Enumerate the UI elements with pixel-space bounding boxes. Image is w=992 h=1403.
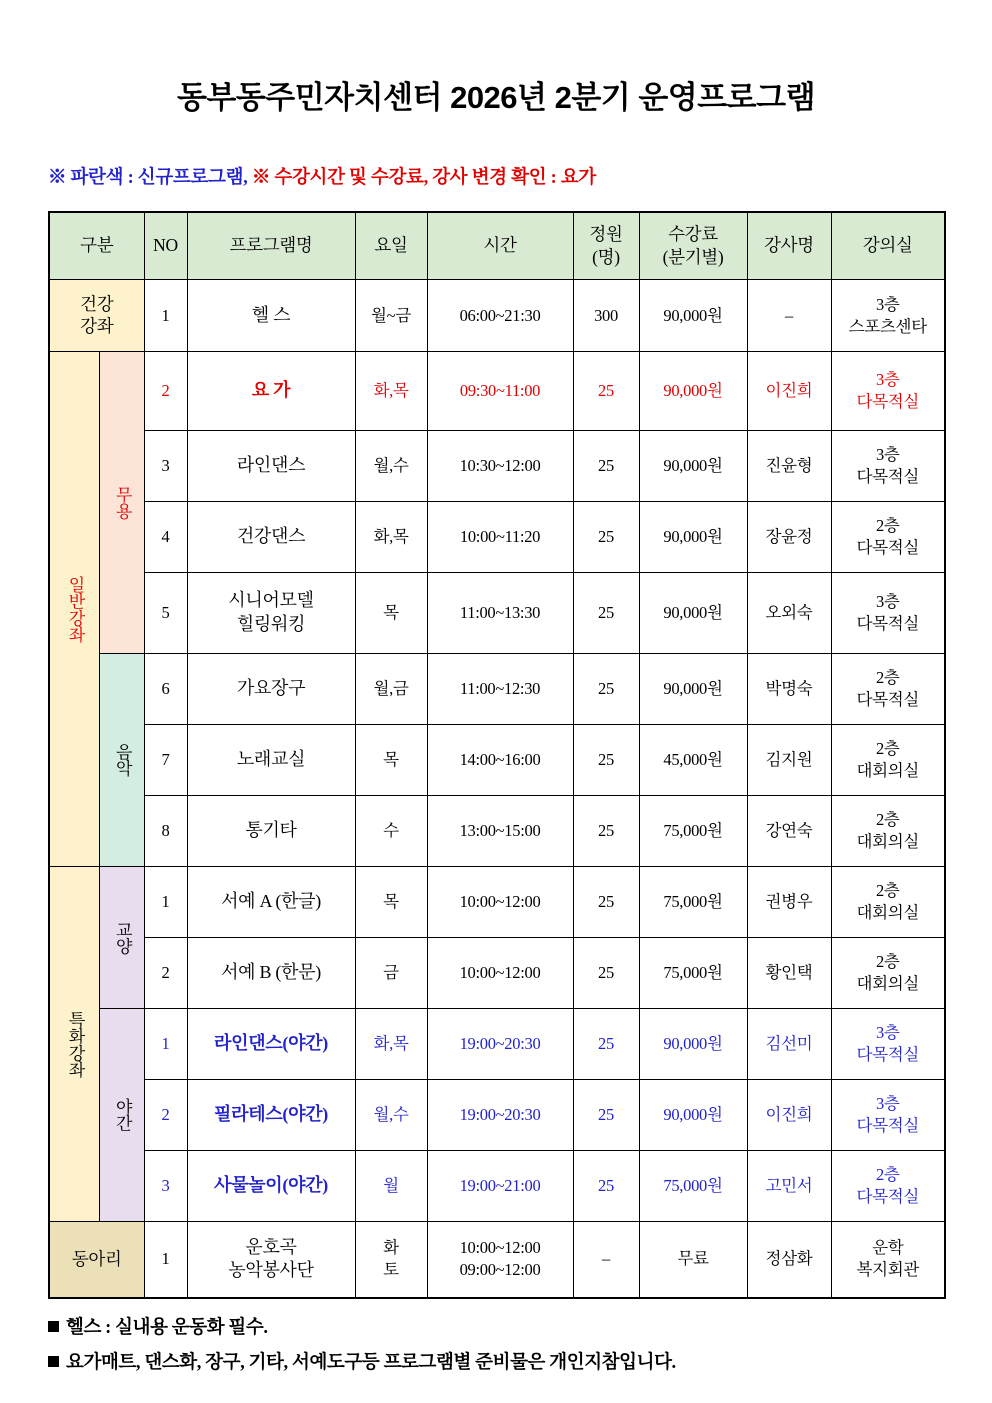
cell-capacity: 25 <box>573 573 639 654</box>
header-teacher: 강사명 <box>747 212 831 280</box>
program-schedule-table <box>48 211 946 1299</box>
cell-capacity: 300 <box>573 280 639 352</box>
header-program: 프로그램명 <box>187 212 355 280</box>
table-row <box>49 573 945 654</box>
square-bullet-icon <box>48 1321 59 1332</box>
table-row <box>49 1080 945 1151</box>
cell-room-floor: 운학 <box>872 1238 904 1258</box>
cell-teacher: 진윤형 <box>747 431 831 502</box>
legend-changed-program: ※ 수강시간 및 수강료, 강사 변경 확인 : 요가 <box>251 168 596 188</box>
cell-room-name: 다목적실 <box>856 392 920 411</box>
cell-day: 화,목 <box>355 502 427 573</box>
table-row <box>49 1222 945 1298</box>
cell-fee: 무료 <box>639 1222 747 1298</box>
cell-teacher: 장윤정 <box>747 502 831 573</box>
cell-time-line2: 09:00~12:00 <box>459 1260 541 1280</box>
cell-room <box>831 938 945 1009</box>
cell-room <box>831 1009 945 1080</box>
cell-program: 요 가 <box>187 352 355 431</box>
cell-no: 1 <box>144 1009 187 1080</box>
table-row <box>49 796 945 867</box>
cell-room-name: 다목적실 <box>856 467 920 486</box>
category-health-label: 건강강좌 <box>80 293 114 337</box>
cell-time: 09:30~11:00 <box>427 352 573 431</box>
cell-capacity: 25 <box>573 1151 639 1222</box>
cell-room-name: 다목적실 <box>856 614 920 633</box>
cell-no: 5 <box>144 573 187 654</box>
cell-room-name: 복지회관 <box>856 1260 920 1280</box>
cell-fee: 45,000원 <box>639 725 747 796</box>
cell-time: 06:00~21:30 <box>427 280 573 352</box>
cell-day: 화,목 <box>355 1009 427 1080</box>
cell-teacher: 고민서 <box>747 1151 831 1222</box>
cell-room-floor: 3층 <box>875 294 900 314</box>
subcategory-dance: 무용 <box>99 352 144 654</box>
cell-fee: 90,000원 <box>639 654 747 725</box>
cell-program: 서예 A (한글) <box>187 867 355 938</box>
note-item <box>48 1348 992 1374</box>
cell-capacity: 25 <box>573 796 639 867</box>
cell-room <box>831 1151 945 1222</box>
cell-time: 19:00~20:30 <box>427 1080 573 1151</box>
table-row <box>49 938 945 1009</box>
cell-no: 1 <box>144 867 187 938</box>
cell-fee: 75,000원 <box>639 796 747 867</box>
cell-day: 목 <box>355 725 427 796</box>
cell-teacher: 박명숙 <box>747 654 831 725</box>
cell-capacity: 25 <box>573 1009 639 1080</box>
cell-room <box>831 352 945 431</box>
header-capacity <box>573 212 639 280</box>
table-header-row <box>49 212 945 280</box>
cell-day: 화,목 <box>355 352 427 431</box>
table-row <box>49 502 945 573</box>
table-row <box>49 352 945 431</box>
cell-room-floor: 3층 <box>875 1094 900 1114</box>
cell-room-name: 다목적실 <box>856 1116 920 1135</box>
cell-fee: 90,000원 <box>639 502 747 573</box>
cell-program-line2: 힐링워킹 <box>236 614 306 634</box>
cell-day: 월~금 <box>355 280 427 352</box>
cell-time: 10:00~12:00 <box>427 867 573 938</box>
cell-capacity: – <box>573 1222 639 1298</box>
cell-room <box>831 796 945 867</box>
cell-time: 19:00~20:30 <box>427 1009 573 1080</box>
cell-capacity: 25 <box>573 938 639 1009</box>
legend-note <box>0 117 992 189</box>
cell-fee: 90,000원 <box>639 280 747 352</box>
note-text: 요가매트, 댄스화, 장구, 기타, 서예도구등 프로그램별 준비물은 개인지참입니다. <box>66 1352 676 1373</box>
cell-fee: 90,000원 <box>639 352 747 431</box>
cell-room-name: 대회의실 <box>856 832 920 851</box>
cell-teacher: 오외숙 <box>747 573 831 654</box>
cell-fee: 75,000원 <box>639 867 747 938</box>
table-row <box>49 1009 945 1080</box>
table-row <box>49 431 945 502</box>
cell-room-floor: 3층 <box>875 445 900 465</box>
cell-no: 4 <box>144 502 187 573</box>
header-no: NO <box>144 212 187 280</box>
cell-room-name: 대회의실 <box>856 903 920 922</box>
header-capacity-line2: (명) <box>592 247 620 267</box>
cell-no: 7 <box>144 725 187 796</box>
cell-program: 가요장구 <box>187 654 355 725</box>
cell-room-name: 스포츠센타 <box>848 316 927 336</box>
cell-no: 2 <box>144 352 187 431</box>
cell-fee: 90,000원 <box>639 431 747 502</box>
cell-capacity: 25 <box>573 867 639 938</box>
cell-day-line2: 토 <box>383 1260 399 1280</box>
header-fee-line2: (분기별) <box>662 247 724 267</box>
cell-day: 수 <box>355 796 427 867</box>
note-text: 헬스 : 실내용 운동화 필수. <box>66 1317 268 1338</box>
cell-room <box>831 1222 945 1298</box>
cell-teacher: 정삼화 <box>747 1222 831 1298</box>
cell-room-name: 대회의실 <box>856 974 920 993</box>
cell-teacher: – <box>747 280 831 352</box>
cell-room <box>831 280 945 352</box>
cell-no: 8 <box>144 796 187 867</box>
cell-room-name: 다목적실 <box>856 1045 920 1064</box>
cell-day: 목 <box>355 573 427 654</box>
cell-room-floor: 3층 <box>875 592 900 612</box>
cell-program: 통기타 <box>187 796 355 867</box>
cell-room-floor: 3층 <box>875 370 900 390</box>
cell-teacher: 이진희 <box>747 1080 831 1151</box>
cell-day: 월,수 <box>355 1080 427 1151</box>
cell-fee: 75,000원 <box>639 938 747 1009</box>
header-capacity-line1: 정원 <box>589 223 623 244</box>
cell-day: 금 <box>355 938 427 1009</box>
cell-room <box>831 867 945 938</box>
cell-day <box>355 1222 427 1298</box>
cell-time: 10:30~12:00 <box>427 431 573 502</box>
cell-day: 월,수 <box>355 431 427 502</box>
cell-time: 10:00~12:00 <box>427 938 573 1009</box>
cell-room-name: 다목적실 <box>856 690 920 709</box>
cell-room-floor: 2층 <box>875 881 900 901</box>
cell-program: 라인댄스(야간) <box>187 1009 355 1080</box>
cell-day: 월 <box>355 1151 427 1222</box>
cell-teacher: 강연숙 <box>747 796 831 867</box>
header-room: 강의실 <box>831 212 945 280</box>
cell-fee: 90,000원 <box>639 1009 747 1080</box>
cell-room-floor: 2층 <box>875 739 900 759</box>
table-row <box>49 280 945 352</box>
cell-no: 2 <box>144 1080 187 1151</box>
cell-program-line2: 농악봉사단 <box>228 1260 314 1281</box>
cell-capacity: 25 <box>573 1080 639 1151</box>
table-row <box>49 654 945 725</box>
cell-teacher: 황인택 <box>747 938 831 1009</box>
cell-day-line1: 화 <box>383 1238 399 1258</box>
cell-time: 11:00~13:30 <box>427 573 573 654</box>
cell-room <box>831 573 945 654</box>
cell-program: 노래교실 <box>187 725 355 796</box>
cell-room-floor: 2층 <box>875 810 900 830</box>
cell-program <box>187 1222 355 1298</box>
cell-time-line1: 10:00~12:00 <box>459 1238 541 1258</box>
table-row <box>49 725 945 796</box>
cell-time: 14:00~16:00 <box>427 725 573 796</box>
cell-capacity: 25 <box>573 725 639 796</box>
cell-room <box>831 725 945 796</box>
cell-fee: 90,000원 <box>639 573 747 654</box>
cell-room-floor: 3층 <box>875 1023 900 1043</box>
category-special: 특화강좌 <box>49 867 99 1222</box>
cell-day: 월,금 <box>355 654 427 725</box>
cell-room-name: 다목적실 <box>856 538 920 557</box>
cell-teacher: 권병우 <box>747 867 831 938</box>
note-item <box>48 1313 992 1339</box>
cell-room <box>831 1080 945 1151</box>
header-category: 구분 <box>49 212 144 280</box>
page-title: 동부동주민자치센터 2026년 2분기 운영프로그램 <box>176 80 816 115</box>
cell-time: 11:00~12:30 <box>427 654 573 725</box>
square-bullet-icon <box>48 1356 59 1367</box>
cell-no: 3 <box>144 1151 187 1222</box>
cell-program: 사물놀이(야간) <box>187 1151 355 1222</box>
cell-fee: 90,000원 <box>639 1080 747 1151</box>
cell-teacher: 김지원 <box>747 725 831 796</box>
cell-program: 서예 B (한문) <box>187 938 355 1009</box>
cell-room <box>831 431 945 502</box>
cell-capacity: 25 <box>573 352 639 431</box>
subcategory-music: 음악 <box>99 654 144 867</box>
cell-fee: 75,000원 <box>639 1151 747 1222</box>
cell-program: 필라테스(야간) <box>187 1080 355 1151</box>
cell-program: 헬 스 <box>187 280 355 352</box>
cell-no: 3 <box>144 431 187 502</box>
table-row <box>49 867 945 938</box>
cell-teacher: 김선미 <box>747 1009 831 1080</box>
cell-capacity: 25 <box>573 654 639 725</box>
cell-program-line1: 운호곡 <box>245 1236 297 1257</box>
cell-program-line1: 시니어모델 <box>228 590 314 611</box>
cell-time: 19:00~21:00 <box>427 1151 573 1222</box>
cell-program <box>187 573 355 654</box>
cell-teacher: 이진희 <box>747 352 831 431</box>
subcategory-night: 야간 <box>99 1009 144 1222</box>
cell-time: 13:00~15:00 <box>427 796 573 867</box>
category-health <box>49 280 144 352</box>
cell-no: 1 <box>144 1222 187 1298</box>
cell-room <box>831 654 945 725</box>
cell-no: 6 <box>144 654 187 725</box>
cell-room <box>831 502 945 573</box>
cell-capacity: 25 <box>573 431 639 502</box>
cell-program: 건강댄스 <box>187 502 355 573</box>
cell-day: 목 <box>355 867 427 938</box>
legend-new-program: ※ 파란색 : 신규프로그램, <box>48 168 248 188</box>
cell-room-name: 다목적실 <box>856 1187 920 1206</box>
cell-room-floor: 2층 <box>875 952 900 972</box>
footer-notes <box>48 1313 992 1374</box>
cell-capacity: 25 <box>573 502 639 573</box>
cell-room-floor: 2층 <box>875 668 900 688</box>
header-fee-line1: 수강료 <box>668 223 718 244</box>
cell-room-floor: 2층 <box>875 1165 900 1185</box>
cell-room-name: 대회의실 <box>856 761 920 780</box>
cell-no: 2 <box>144 938 187 1009</box>
category-general: 일반강좌 <box>49 352 99 867</box>
cell-program: 라인댄스 <box>187 431 355 502</box>
header-fee <box>639 212 747 280</box>
header-time: 시간 <box>427 212 573 280</box>
cell-time: 10:00~11:20 <box>427 502 573 573</box>
cell-no: 1 <box>144 280 187 352</box>
category-club: 동아리 <box>49 1222 144 1298</box>
header-day: 요일 <box>355 212 427 280</box>
cell-room-floor: 2층 <box>875 516 900 536</box>
table-row <box>49 1151 945 1222</box>
subcategory-culture: 교양 <box>99 867 144 1009</box>
cell-time <box>427 1222 573 1298</box>
